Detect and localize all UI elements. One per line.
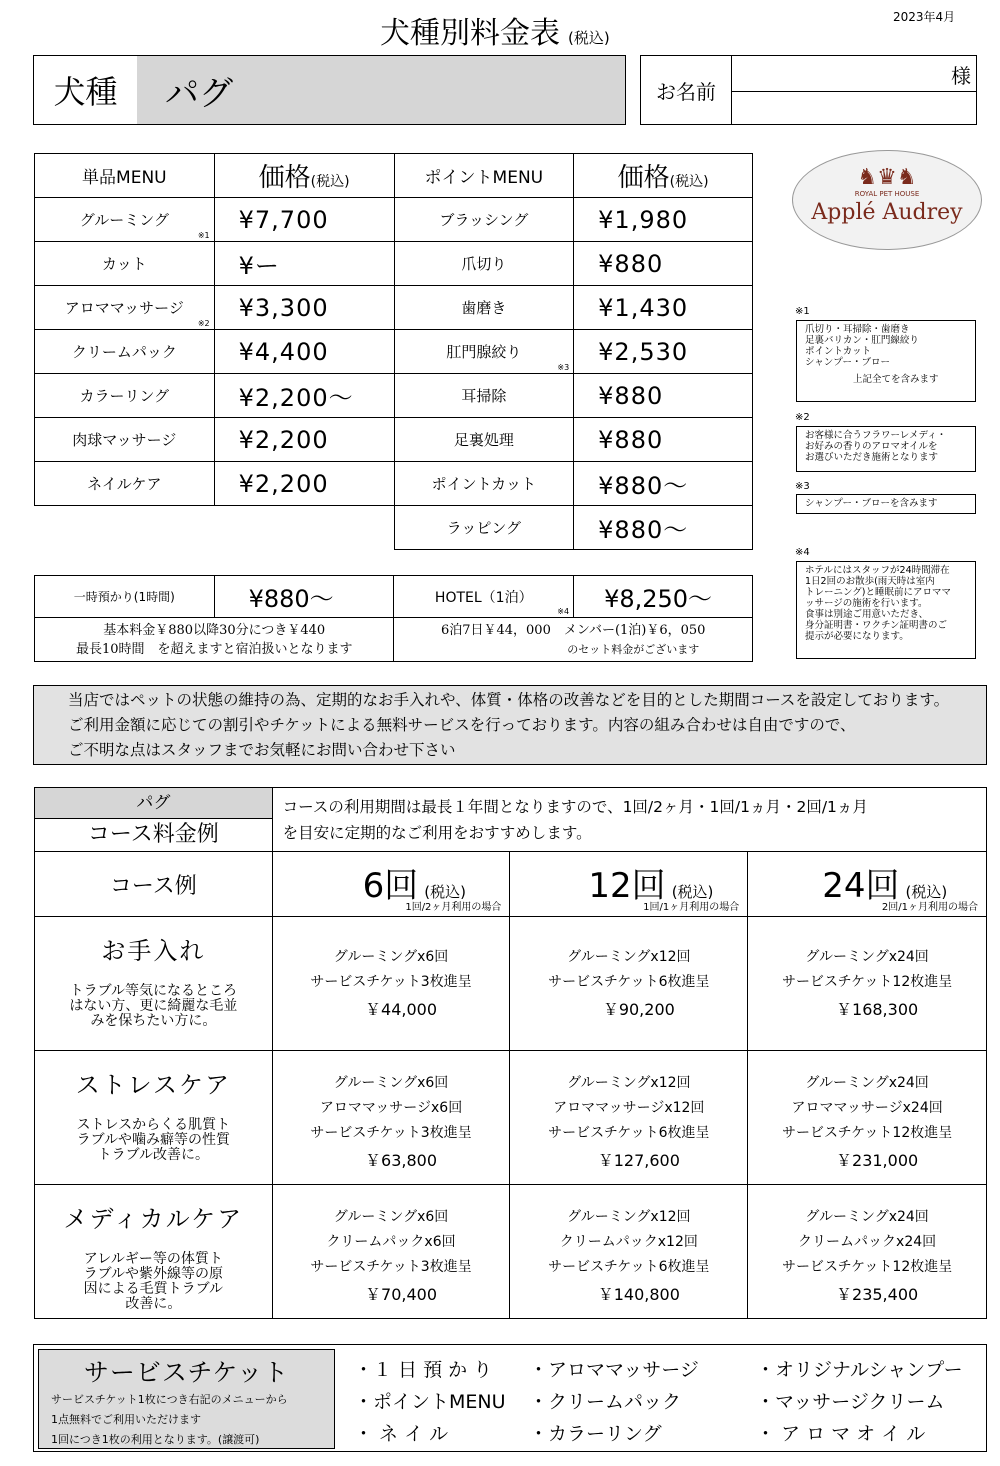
price-header-text: 価格: [617, 163, 670, 193]
course-cell: [272, 1051, 510, 1185]
menu-name: ブラッシング: [439, 211, 529, 229]
count-6: 6回: [362, 866, 419, 906]
menu-name: ラッピング: [446, 519, 522, 537]
ticket-item: ・１ 日 預 か り: [354, 1359, 493, 1381]
course-price: ￥44,000: [365, 1000, 438, 1019]
course-col-24: [748, 852, 987, 917]
course-row-label: [35, 1051, 273, 1185]
cond-24: 2回/1ヶ月利用の場合: [881, 902, 978, 913]
point-menu-price: ¥880〜: [574, 462, 753, 506]
course-price: ￥127,600: [597, 1151, 680, 1170]
tax-label: (税込): [905, 883, 948, 901]
note-2: [796, 426, 976, 472]
note-1: [796, 320, 976, 402]
course-line: グルーミングx6回: [333, 949, 449, 965]
daycare-label: 一時預かり(1時間): [35, 576, 215, 618]
course-desc-line: みを保ちたい方に。: [90, 1013, 217, 1029]
ticket-desc-line: サービスチケット1枚につき右記のメニューから: [51, 1393, 288, 1406]
course-name: お手入れ: [101, 937, 206, 965]
course-price: ￥140,800: [597, 1285, 680, 1304]
note-mark-1: ※1: [795, 306, 810, 317]
logo-sub: ROYAL PET HOUSE: [854, 190, 920, 198]
crest-icon: ♞♛♞: [857, 165, 917, 190]
note-ref: ※3: [557, 363, 570, 372]
note-line: お好みの香りのアロマオイルを: [805, 441, 938, 452]
single-price-header: [214, 154, 394, 198]
single-menu-item: [35, 242, 215, 286]
single-menu-item: [35, 286, 215, 330]
ticket-item: ・マッサージクリーム: [756, 1391, 945, 1413]
course-line: クリームパックx24回: [798, 1234, 937, 1250]
point-menu-price: ¥2,530: [574, 330, 753, 374]
course-line: サービスチケット6枚進呈: [548, 1125, 710, 1141]
note-line: お客様に合うフラワーレメディ・: [805, 430, 947, 441]
menu-name: 耳掃除: [461, 387, 507, 405]
course-table: [34, 787, 987, 1319]
course-line: サービスチケット6枚進呈: [548, 974, 710, 990]
menu-name: 肛門腺絞り: [446, 343, 522, 361]
course-cell: [510, 1185, 748, 1319]
single-menu-item: [35, 198, 215, 242]
menu-name: カラーリング: [79, 387, 170, 405]
note-line: 1日2回のお散歩(雨天時は室内: [805, 576, 935, 587]
course-title-cell: [35, 788, 273, 852]
single-menu-header: 単品MENU: [35, 154, 215, 198]
note-line: シャンプー・ブロー: [805, 357, 891, 368]
course-line: サービスチケット12枚進呈: [781, 1125, 953, 1141]
menu-name: 爪切り: [461, 255, 507, 273]
note-4: [796, 561, 976, 659]
course-cell: [272, 1185, 510, 1319]
note-line: トレーニング)と睡眠前にアロママ: [805, 587, 952, 598]
note-line: 上記全てを含みます: [853, 374, 939, 385]
course-line: サービスチケット6枚進呈: [548, 1259, 710, 1275]
info-line: ご利用金額に応じての割引やチケットによる無料サービスを行っております。内容の組み合わせは自由ですので、: [68, 716, 856, 734]
breed-header: [33, 55, 626, 125]
ticket-item: ・オリジナルシャンプー: [756, 1359, 963, 1381]
note-mark-3: ※3: [795, 481, 810, 492]
cond-12: 1回/1ヶ月利用の場合: [643, 902, 740, 913]
point-menu-item: [394, 198, 574, 242]
course-desc-line: 因による毛質トラブル: [83, 1281, 224, 1297]
single-menu-item: [35, 330, 215, 374]
customer-name-box: [640, 55, 977, 125]
menu-name: 歯磨き: [461, 299, 507, 317]
course-row-label: [35, 1185, 273, 1319]
hotel-label-cell: [394, 576, 574, 618]
tax-label: (税込): [669, 174, 709, 190]
course-cell: [748, 917, 987, 1051]
course-cell: [510, 1051, 748, 1185]
course-price: ￥235,400: [836, 1285, 919, 1304]
course-line: クリームパックx6回: [326, 1234, 456, 1250]
course-row-label: [35, 917, 273, 1051]
hotel-note-2: のセット料金がございます: [567, 642, 700, 656]
course-col-12: [510, 852, 748, 917]
note-line: お選びいただき施術となります: [805, 452, 939, 463]
course-col-6: [272, 852, 510, 917]
single-menu-price: ¥2,200: [214, 462, 394, 506]
cond-6: 1回/2ヶ月利用の場合: [405, 902, 502, 913]
single-menu-price: ¥7,700: [214, 198, 394, 242]
ticket-title: サービスチケット: [83, 1358, 290, 1387]
course-line: グルーミングx24回: [805, 949, 929, 965]
menu-name: クリームパック: [71, 343, 177, 361]
course-breed: パグ: [35, 788, 272, 819]
course-desc-line: ストレスからくる肌質ト: [76, 1117, 231, 1133]
single-menu-item: [35, 418, 215, 462]
single-menu-price: ¥4,400: [214, 330, 394, 374]
note-line: 足裏バリカン・肛門線絞り: [805, 335, 919, 346]
course-line: グルーミングx6回: [333, 1209, 449, 1225]
course-price: ￥70,400: [365, 1285, 438, 1304]
empty-cell: [35, 506, 395, 550]
ticket-item: ・クリームパック: [529, 1391, 682, 1413]
course-line: グルーミングx12回: [567, 949, 691, 965]
course-name: メディカルケア: [63, 1205, 244, 1233]
course-desc-2: を目安に定期的なご利用をおすすめします。: [282, 824, 592, 842]
ticket-item: ・ポイントMENU: [354, 1391, 506, 1413]
point-menu-item: [394, 330, 574, 374]
course-line: グルーミングx12回: [567, 1075, 691, 1091]
point-menu-price: ¥880〜: [574, 506, 753, 550]
single-menu-item: [35, 374, 215, 418]
course-line: アロママッサージx6回: [319, 1100, 463, 1116]
point-menu-price: ¥1,430: [574, 286, 753, 330]
note-line: ポイントカット: [805, 346, 872, 357]
course-line: グルーミングx24回: [805, 1075, 929, 1091]
course-price: ￥90,200: [602, 1000, 675, 1019]
price-table: [34, 153, 753, 550]
date: 2023年4月: [893, 10, 956, 24]
daycare-note-1: 基本料金￥880以降30分につき￥440: [103, 622, 326, 638]
course-price: ￥168,300: [836, 1000, 919, 1019]
course-desc-line: ラブルや紫外線等の原: [83, 1266, 224, 1282]
note-ref: ※1: [197, 231, 210, 240]
tax-label: (税込): [310, 174, 350, 190]
point-menu-item: [394, 242, 574, 286]
menu-name: ネイルケア: [87, 475, 162, 493]
course-col-label: コース例: [35, 852, 273, 917]
tax-label: (税込): [424, 883, 467, 901]
point-price-header: [574, 154, 753, 198]
ticket-desc: [39, 1390, 334, 1450]
info-box: [33, 685, 987, 765]
ticket-info: [38, 1349, 335, 1449]
single-menu-item: [35, 462, 215, 506]
count-12: 12回: [588, 866, 666, 906]
breed-name: パグ: [137, 56, 625, 124]
name-label: お名前: [641, 56, 732, 124]
note-line: シャンプー・ブローを含みます: [805, 498, 938, 509]
course-title: コース料金例: [87, 822, 219, 847]
course-line: サービスチケット12枚進呈: [781, 974, 953, 990]
note-line: 提示が必要になります。: [805, 631, 909, 642]
menu-name: アロママッサージ: [64, 299, 184, 317]
single-menu-price: ¥2,200〜: [214, 374, 394, 418]
course-desc-line: アレルギー等の体質ト: [83, 1251, 223, 1267]
point-menu-price: ¥1,980: [574, 198, 753, 242]
course-line: グルーミングx12回: [567, 1209, 691, 1225]
breed-label: 犬種: [34, 56, 138, 124]
info-line: 当店ではペットの状態の維持の為、定期的なお手入れや、体質・体格の改善などを目的とした期間コースを設定しております。: [68, 691, 950, 709]
point-menu-header: ポイントMENU: [394, 154, 574, 198]
ticket-item: ・ ネ イ ル: [354, 1423, 449, 1445]
note-ref: ※2: [197, 319, 210, 328]
info-line: ご不明な点はスタッフまでお気軽にお問い合わせ下さい: [68, 741, 456, 759]
single-menu-price: ¥ー: [214, 242, 394, 286]
course-line: クリームパックx12回: [559, 1234, 698, 1250]
hotel-table: [34, 575, 753, 662]
hotel-price: ¥8,250〜: [574, 576, 753, 618]
point-menu-price: ¥880: [574, 418, 753, 462]
page-title: 犬種別料金表 (税込): [380, 16, 610, 51]
course-line: サービスチケット3枚進呈: [310, 1125, 472, 1141]
course-desc: [272, 788, 986, 852]
point-menu-price: ¥880: [574, 242, 753, 286]
ticket-item: ・カラーリング: [529, 1423, 662, 1445]
course-desc-1: コースの利用期間は最長１年間となりますので、1回/2ヶ月・1回/1ヵ月・2回/1ヵ月: [282, 798, 868, 816]
course-line: サービスチケット3枚進呈: [310, 1259, 472, 1275]
note-line: ッサージの施術を行います。: [805, 598, 928, 609]
menu-name: ポイントカット: [431, 475, 537, 493]
ticket-desc-line: 1回につき1枚の利用となります。(譲渡可): [51, 1433, 260, 1446]
note-3: [796, 494, 976, 514]
single-menu-price: ¥3,300: [214, 286, 394, 330]
point-menu-item: [394, 462, 574, 506]
course-desc-line: トラブル改善に。: [97, 1147, 210, 1163]
note-mark-4: ※4: [795, 547, 810, 558]
note-mark-2: ※2: [795, 412, 810, 423]
menu-name: グルーミング: [79, 211, 169, 229]
course-price: ￥231,000: [836, 1151, 919, 1170]
ticket-item: ・アロママッサージ: [529, 1359, 699, 1381]
course-desc-line: ラブルや噛み癖等の性質: [76, 1132, 231, 1148]
course-cell: [748, 1051, 987, 1185]
course-line: サービスチケット3枚進呈: [310, 974, 472, 990]
course-line: グルーミングx24回: [805, 1209, 929, 1225]
course-line: アロママッサージx12回: [553, 1100, 705, 1116]
note-line: ホテルにはスタッフが24時間滞在: [805, 565, 950, 576]
single-menu-price: ¥2,200: [214, 418, 394, 462]
menu-name: 肉球マッサージ: [72, 431, 177, 449]
course-cell: [272, 917, 510, 1051]
ticket-item: ・ ア ロ マ オ イ ル: [756, 1423, 926, 1445]
hotel-mark: ※4: [557, 607, 570, 616]
logo-name: Applé Audrey: [811, 200, 963, 225]
course-line: アロママッサージx24回: [791, 1100, 943, 1116]
course-line: グルーミングx6回: [333, 1075, 449, 1091]
service-ticket-box: [33, 1344, 987, 1452]
course-price: ￥63,800: [365, 1151, 438, 1170]
point-menu-item: [394, 506, 574, 550]
sama-suffix: 様: [951, 64, 971, 88]
point-menu-price: ¥880: [574, 374, 753, 418]
point-menu-item: [394, 418, 574, 462]
daycare-price: ¥880〜: [214, 576, 394, 618]
tax-label: (税込): [671, 883, 714, 901]
course-desc-line: トラブル等気になるところ: [69, 983, 238, 999]
note-line: 身分証明書・ワクチン証明書のご: [805, 620, 948, 631]
daycare-note: [35, 618, 394, 662]
ticket-desc-line: 1点無料でご利用いただけます: [51, 1413, 201, 1426]
point-menu-item: [394, 286, 574, 330]
course-name: ストレスケア: [75, 1071, 231, 1099]
count-24: 24回: [822, 866, 900, 906]
course-cell: [748, 1185, 987, 1319]
menu-name: 足裏処理: [453, 431, 514, 449]
hotel-label: HOTEL（1泊）: [434, 589, 533, 606]
daycare-note-2: 最長10時間 を超えますと宿泊扱いとなります: [75, 641, 353, 657]
note-line: 食事は別途ご用意いただき、: [805, 609, 929, 620]
course-desc-line: はない方、更に綺麗な毛並: [69, 998, 238, 1014]
logo: [792, 150, 982, 250]
hotel-note-1: 6泊7日￥44，000 メンバー(1泊)￥6，050: [440, 622, 706, 638]
menu-name: カット: [101, 255, 147, 273]
course-desc-line: 改善に。: [125, 1296, 182, 1312]
course-cell: [510, 917, 748, 1051]
point-menu-item: [394, 374, 574, 418]
course-line: サービスチケット12枚進呈: [781, 1259, 953, 1275]
hotel-note: [394, 618, 753, 662]
note-line: 爪切り・耳掃除・歯磨き: [805, 324, 910, 335]
name-line: [731, 91, 976, 92]
price-header-text: 価格: [258, 163, 311, 193]
